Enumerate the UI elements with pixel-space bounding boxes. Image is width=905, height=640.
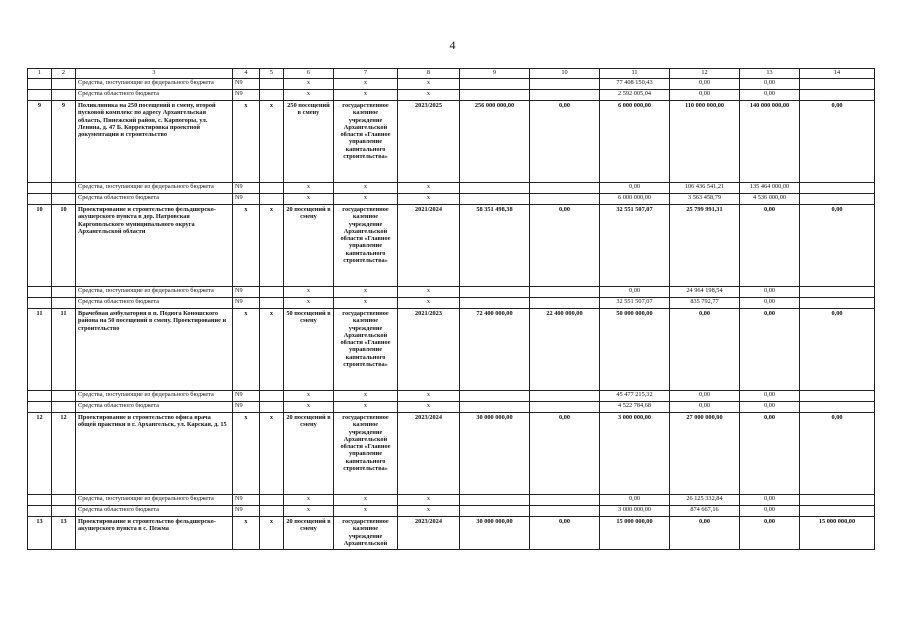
table-cell: х bbox=[334, 391, 398, 402]
table-cell: 2 592 005,04 bbox=[600, 90, 670, 101]
table-cell: х bbox=[334, 506, 398, 517]
table-cell: 11 bbox=[28, 309, 52, 391]
table-cell: х bbox=[233, 413, 260, 495]
table-cell: 0,00 bbox=[530, 517, 600, 550]
table-cell bbox=[28, 402, 52, 413]
table-cell: Средства, поступающие из федерального бюджета bbox=[76, 495, 233, 506]
table-cell: 15 000 000,00 bbox=[600, 517, 670, 550]
table-cell bbox=[52, 506, 76, 517]
header-cell: 11 bbox=[600, 69, 670, 79]
table-cell: х bbox=[284, 79, 334, 90]
table-cell: х bbox=[260, 309, 284, 391]
table-cell: 0,00 bbox=[600, 287, 670, 298]
table-cell: 0,00 bbox=[670, 79, 740, 90]
table-cell bbox=[530, 287, 600, 298]
table-cell: 32 551 507,07 bbox=[600, 298, 670, 309]
table-cell: х bbox=[334, 402, 398, 413]
table-cell: 50 посещений в смену bbox=[284, 309, 334, 391]
header-cell: 9 bbox=[460, 69, 530, 79]
table-cell: х bbox=[334, 287, 398, 298]
table-cell: х bbox=[398, 287, 460, 298]
table-cell: Проектирование и строительство фельдшерско-акушерского пункта в с. Пежма bbox=[76, 517, 233, 550]
table-cell: 0,00 bbox=[530, 205, 600, 287]
table-cell: 0,00 bbox=[740, 309, 800, 391]
table-cell: 0,00 bbox=[800, 309, 875, 391]
table-cell: 2021/2024 bbox=[398, 205, 460, 287]
object-row bbox=[28, 309, 875, 391]
table-cell: 4 536 000,00 bbox=[740, 194, 800, 205]
table-cell bbox=[28, 194, 52, 205]
table-cell: N9 bbox=[233, 287, 260, 298]
funding-row bbox=[28, 79, 875, 90]
table-cell bbox=[52, 194, 76, 205]
table-cell: х bbox=[398, 402, 460, 413]
table-cell: х bbox=[398, 194, 460, 205]
table-cell: 0,00 bbox=[600, 495, 670, 506]
table-cell: 20 посещений в смену bbox=[284, 413, 334, 495]
table-cell: 110 000 000,00 bbox=[670, 101, 740, 183]
table-cell: х bbox=[398, 90, 460, 101]
table-cell: 2023/2025 bbox=[398, 101, 460, 183]
table-cell bbox=[800, 90, 875, 101]
table-cell bbox=[260, 391, 284, 402]
object-row bbox=[28, 101, 875, 183]
header-cell: 7 bbox=[334, 69, 398, 79]
table-cell bbox=[28, 495, 52, 506]
table-cell bbox=[28, 391, 52, 402]
table-cell: 250 посещений в смену bbox=[284, 101, 334, 183]
table-cell: 30 000 000,00 bbox=[460, 413, 530, 495]
table-cell: 11 bbox=[52, 309, 76, 391]
header-cell: 14 bbox=[800, 69, 875, 79]
table-cell bbox=[530, 183, 600, 194]
table-cell: 3 563 458,79 bbox=[670, 194, 740, 205]
table-cell: 50 000 000,00 bbox=[600, 309, 670, 391]
table-cell: х bbox=[284, 90, 334, 101]
funding-row bbox=[28, 298, 875, 309]
funding-row bbox=[28, 90, 875, 101]
table-cell: х bbox=[284, 183, 334, 194]
table-cell: 0,00 bbox=[800, 413, 875, 495]
table-cell: 256 000 000,00 bbox=[460, 101, 530, 183]
table-cell: Средства областного бюджета bbox=[76, 90, 233, 101]
table-cell: 32 551 507,07 bbox=[600, 205, 670, 287]
table-cell: Средства, поступающие из федерального бюджета bbox=[76, 79, 233, 90]
table-cell bbox=[460, 183, 530, 194]
table-cell: 135 464 000,00 bbox=[740, 183, 800, 194]
table-cell: 3 000 000,00 bbox=[600, 506, 670, 517]
table-cell bbox=[460, 298, 530, 309]
table-cell bbox=[530, 506, 600, 517]
table-cell: 9 bbox=[28, 101, 52, 183]
table-cell bbox=[260, 402, 284, 413]
funding-row bbox=[28, 194, 875, 205]
table-cell: 0,00 bbox=[670, 391, 740, 402]
table-cell: 6 000 000,00 bbox=[600, 101, 670, 183]
table-cell: х bbox=[284, 402, 334, 413]
table-cell: 77 408 150,43 bbox=[600, 79, 670, 90]
table-cell: х bbox=[398, 391, 460, 402]
table-cell: Средства областного бюджета bbox=[76, 402, 233, 413]
table-cell: N9 bbox=[233, 194, 260, 205]
table-cell: 2023/2024 bbox=[398, 413, 460, 495]
table-cell: Средства, поступающие из федерального бюджета bbox=[76, 391, 233, 402]
table-cell: 0,00 bbox=[740, 205, 800, 287]
table-cell bbox=[260, 79, 284, 90]
objects-table bbox=[27, 68, 875, 550]
table-cell bbox=[460, 391, 530, 402]
table-cell: 15 000 000,00 bbox=[800, 517, 875, 550]
table-cell: х bbox=[334, 194, 398, 205]
table-cell: государственное казенное учреждение Архангельской области «Главное управление капитального строительства» bbox=[334, 413, 398, 495]
table-cell: х bbox=[334, 90, 398, 101]
table-cell: 58 351 498,38 bbox=[460, 205, 530, 287]
table-cell: х bbox=[398, 183, 460, 194]
table-cell: х bbox=[334, 495, 398, 506]
table-cell bbox=[52, 90, 76, 101]
funding-row bbox=[28, 402, 875, 413]
header-cell: 6 bbox=[284, 69, 334, 79]
table-cell: 13 bbox=[52, 517, 76, 550]
table-cell bbox=[800, 194, 875, 205]
table-cell: 30 000 000,00 bbox=[460, 517, 530, 550]
table-cell: х bbox=[284, 495, 334, 506]
table-cell bbox=[52, 495, 76, 506]
table-cell: х bbox=[334, 183, 398, 194]
table-cell: х bbox=[284, 506, 334, 517]
table-cell: 0,00 bbox=[740, 391, 800, 402]
table-cell: х bbox=[398, 495, 460, 506]
header-cell: 12 bbox=[670, 69, 740, 79]
table-cell: 0,00 bbox=[600, 183, 670, 194]
table-cell: 10 bbox=[52, 205, 76, 287]
table-cell: 13 bbox=[28, 517, 52, 550]
table-cell: Средства областного бюджета bbox=[76, 194, 233, 205]
table-cell: 12 bbox=[52, 413, 76, 495]
funding-row bbox=[28, 183, 875, 194]
table-cell bbox=[530, 298, 600, 309]
table-cell: 0,00 bbox=[740, 402, 800, 413]
table-cell: 835 792,77 bbox=[670, 298, 740, 309]
table-cell: 24 964 198,54 bbox=[670, 287, 740, 298]
table-cell: 0,00 bbox=[800, 205, 875, 287]
table-cell: х bbox=[284, 298, 334, 309]
header-cell: 8 bbox=[398, 69, 460, 79]
object-row bbox=[28, 517, 875, 550]
table-cell bbox=[460, 506, 530, 517]
table-cell: х bbox=[284, 287, 334, 298]
table-cell bbox=[52, 287, 76, 298]
table-cell bbox=[530, 194, 600, 205]
table-cell bbox=[260, 298, 284, 309]
table-cell: 20 посещений в смену bbox=[284, 205, 334, 287]
table-cell: 0,00 bbox=[740, 298, 800, 309]
funding-row bbox=[28, 287, 875, 298]
table-cell: 22 400 000,00 bbox=[530, 309, 600, 391]
header-cell: 5 bbox=[260, 69, 284, 79]
table-cell bbox=[800, 495, 875, 506]
header-cell: 3 bbox=[76, 69, 233, 79]
table-cell: 0,00 bbox=[740, 495, 800, 506]
table-cell bbox=[800, 298, 875, 309]
table-cell bbox=[460, 402, 530, 413]
table-cell: х bbox=[260, 101, 284, 183]
table-cell: Средства областного бюджета bbox=[76, 298, 233, 309]
table-cell: Врачебная амбулатория в п. Подюга Коношского района на 50 посещений в смену. Проектирование и строительство bbox=[76, 309, 233, 391]
table-cell bbox=[460, 495, 530, 506]
table-cell bbox=[460, 79, 530, 90]
table-cell bbox=[28, 79, 52, 90]
table-cell: х bbox=[398, 79, 460, 90]
header-cell: 4 bbox=[233, 69, 260, 79]
table-cell bbox=[530, 495, 600, 506]
object-row bbox=[28, 413, 875, 495]
table-cell: 9 bbox=[52, 101, 76, 183]
table-cell: государственное казенное учреждение Архангельской области «Главное управление капитального строительства» bbox=[334, 205, 398, 287]
table-cell: 0,00 bbox=[740, 506, 800, 517]
table-cell bbox=[800, 506, 875, 517]
table-cell: 45 477 215,32 bbox=[600, 391, 670, 402]
table-cell bbox=[28, 183, 52, 194]
table-cell: Поликлиника на 250 посещений в смену, второй пусковой комплекс по адресу Архангельская область, Пинежский район, с. Карпогоры, ул. Ленина, д. 47 Б. Корректировка проектной документации и строительство bbox=[76, 101, 233, 183]
table-cell: Проектирование и строительство фельдшерско-акушерского пункта в дер. Натровская Каргопольского муниципального округа Архангельской области bbox=[76, 205, 233, 287]
table-cell: Проектирование и строительство офиса врача общей практики в г. Архангельск, ул. Карская, д. 15 bbox=[76, 413, 233, 495]
table-cell bbox=[800, 402, 875, 413]
table-cell bbox=[800, 79, 875, 90]
table-cell: N9 bbox=[233, 298, 260, 309]
funding-row bbox=[28, 391, 875, 402]
table-cell: 72 400 000,00 bbox=[460, 309, 530, 391]
table-cell bbox=[260, 194, 284, 205]
table-cell bbox=[28, 90, 52, 101]
table-cell: N9 bbox=[233, 495, 260, 506]
table-cell: N9 bbox=[233, 183, 260, 194]
table-cell bbox=[260, 506, 284, 517]
table-cell bbox=[52, 79, 76, 90]
table-cell bbox=[530, 90, 600, 101]
table-cell: 0,00 bbox=[800, 101, 875, 183]
table-cell: х bbox=[233, 309, 260, 391]
table-cell: Средства, поступающие из федерального бюджета bbox=[76, 287, 233, 298]
table-cell: 0,00 bbox=[740, 517, 800, 550]
table-cell bbox=[28, 298, 52, 309]
table-cell bbox=[800, 183, 875, 194]
funding-row bbox=[28, 506, 875, 517]
table-cell: 0,00 bbox=[740, 287, 800, 298]
page-number: 4 bbox=[449, 38, 456, 52]
table-cell bbox=[52, 391, 76, 402]
table-cell: N9 bbox=[233, 90, 260, 101]
table-cell: 6 000 000,00 bbox=[600, 194, 670, 205]
table-cell: Средства областного бюджета bbox=[76, 506, 233, 517]
table-cell: 2023/2024 bbox=[398, 517, 460, 550]
table-cell bbox=[260, 90, 284, 101]
table-cell: 0,00 bbox=[530, 101, 600, 183]
table-cell: х bbox=[260, 413, 284, 495]
table-cell: 874 667,16 bbox=[670, 506, 740, 517]
table-cell: х bbox=[398, 506, 460, 517]
table-cell bbox=[260, 183, 284, 194]
funding-row bbox=[28, 495, 875, 506]
table-cell: 0,00 bbox=[670, 309, 740, 391]
table-cell bbox=[52, 183, 76, 194]
table-cell: х bbox=[284, 391, 334, 402]
table-cell: 26 125 332,84 bbox=[670, 495, 740, 506]
table-cell: 140 000 000,00 bbox=[740, 101, 800, 183]
table-cell bbox=[460, 194, 530, 205]
table-cell: 0,00 bbox=[740, 413, 800, 495]
table-cell: 0,00 bbox=[740, 79, 800, 90]
table-cell bbox=[530, 402, 600, 413]
table-cell: х bbox=[284, 194, 334, 205]
table-cell: государственное казенное учреждение Архангельской области «Главное управление капитального строительства» bbox=[334, 101, 398, 183]
table-cell: 0,00 bbox=[670, 90, 740, 101]
table-cell: Средства, поступающие из федерального бюджета bbox=[76, 183, 233, 194]
object-row bbox=[28, 205, 875, 287]
table-cell bbox=[260, 287, 284, 298]
table-cell bbox=[260, 495, 284, 506]
header-cell: 2 bbox=[52, 69, 76, 79]
table-cell: х bbox=[233, 205, 260, 287]
header-cell: 10 bbox=[530, 69, 600, 79]
table-cell: х bbox=[233, 517, 260, 550]
table-cell: 0,00 bbox=[740, 90, 800, 101]
table-cell: х bbox=[334, 79, 398, 90]
table-cell: 10 bbox=[28, 205, 52, 287]
table-cell: 27 000 000,00 bbox=[670, 413, 740, 495]
table-cell bbox=[52, 298, 76, 309]
table-cell bbox=[28, 506, 52, 517]
table-cell: N9 bbox=[233, 391, 260, 402]
table-cell: 20 посещений в смену bbox=[284, 517, 334, 550]
table-cell: х bbox=[334, 298, 398, 309]
table-cell: государственное казенное учреждение Архангельской bbox=[334, 517, 398, 550]
header-cell: 13 bbox=[740, 69, 800, 79]
table-cell bbox=[800, 391, 875, 402]
table-cell: N9 bbox=[233, 79, 260, 90]
table-cell bbox=[530, 79, 600, 90]
table-cell: х bbox=[398, 298, 460, 309]
table-cell: N9 bbox=[233, 506, 260, 517]
table-cell bbox=[52, 402, 76, 413]
header-cell: 1 bbox=[28, 69, 52, 79]
table-cell: 2021/2023 bbox=[398, 309, 460, 391]
table-cell bbox=[460, 287, 530, 298]
table-cell bbox=[800, 287, 875, 298]
table-cell: 0,00 bbox=[670, 517, 740, 550]
table-cell: х bbox=[260, 205, 284, 287]
table-cell: 4 522 784,68 bbox=[600, 402, 670, 413]
table-cell: 0,00 bbox=[530, 413, 600, 495]
table-cell: 12 bbox=[28, 413, 52, 495]
table-cell: х bbox=[260, 517, 284, 550]
table-cell: 3 000 000,00 bbox=[600, 413, 670, 495]
table-cell: N9 bbox=[233, 402, 260, 413]
table-cell: 0,00 bbox=[670, 402, 740, 413]
table-cell: 25 799 991,31 bbox=[670, 205, 740, 287]
table-cell: 106 436 541,21 bbox=[670, 183, 740, 194]
table-cell: х bbox=[233, 101, 260, 183]
table-cell bbox=[28, 287, 52, 298]
table-cell: государственное казенное учреждение Архангельской области «Главное управление капитального строительства» bbox=[334, 309, 398, 391]
table-header-row bbox=[28, 69, 875, 79]
table-cell bbox=[530, 391, 600, 402]
table-cell bbox=[460, 90, 530, 101]
